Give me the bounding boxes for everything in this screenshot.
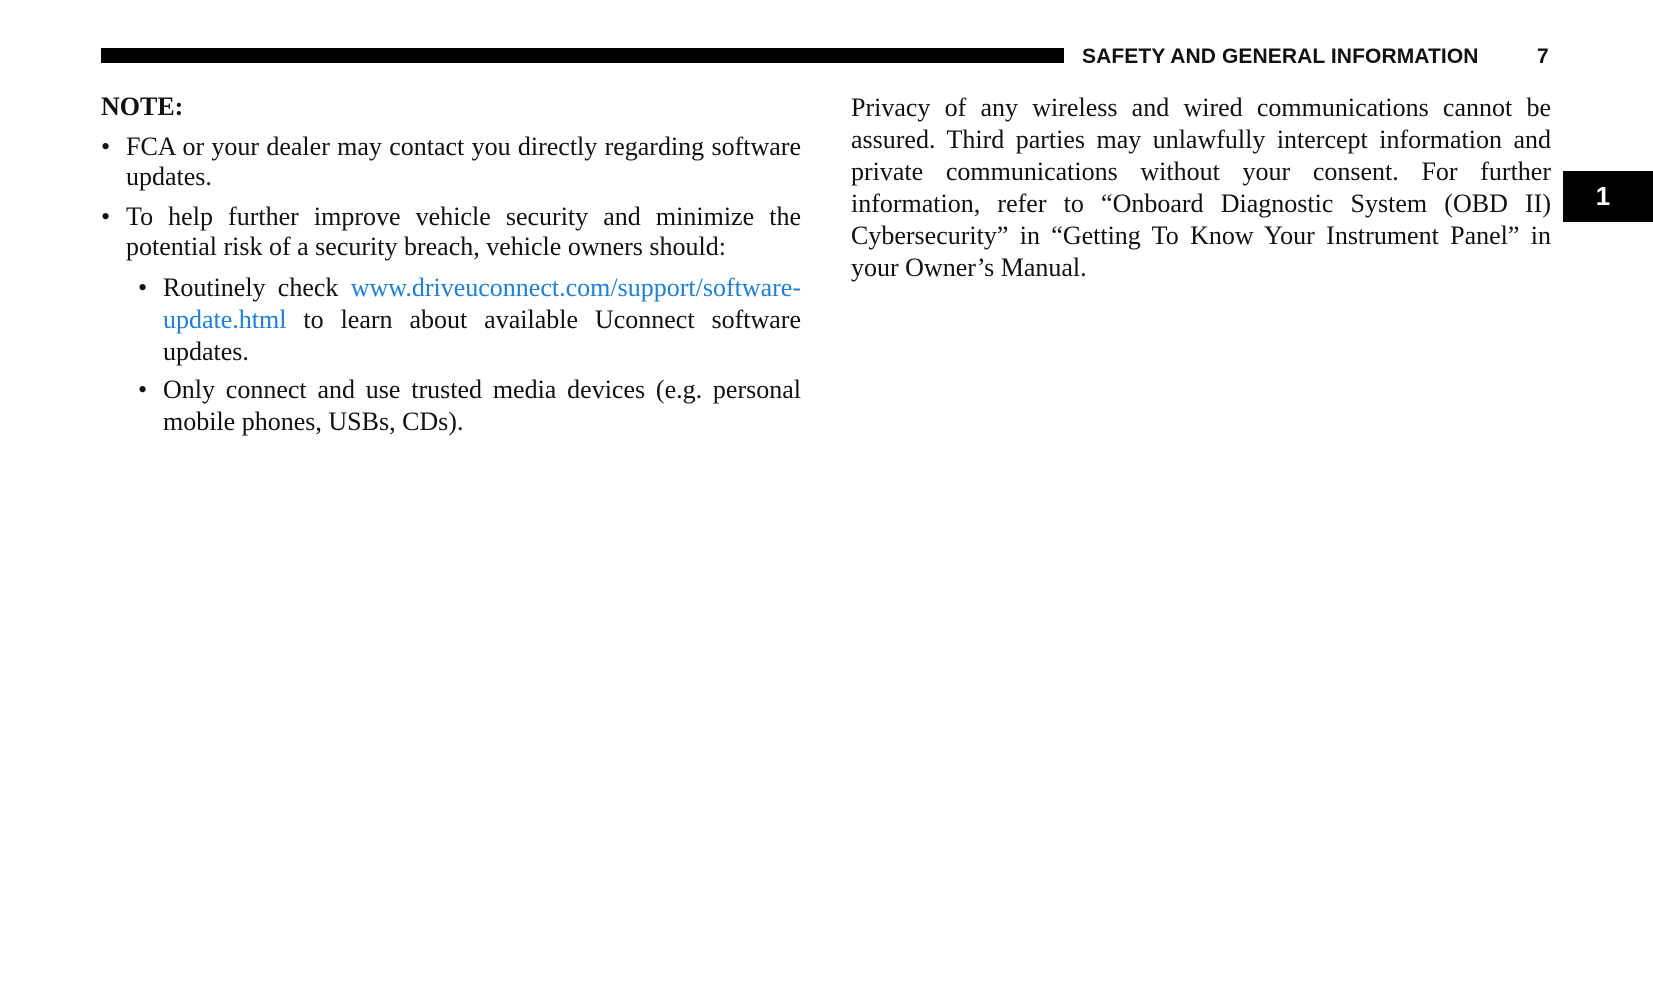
sub-list-item — [125, 272, 801, 368]
sub-list-item-suffix: to learn about available Uconnect software updates. — [163, 305, 801, 366]
list-item-text: To help further improve vehicle security and minimize the potential risk of a security breach, vehicle owners should: — [126, 202, 801, 261]
sub-bullet-list — [126, 272, 801, 438]
note-bullet-list — [101, 132, 801, 438]
sub-list-item-prefix: Routinely check — [163, 273, 351, 302]
right-column — [851, 92, 1551, 284]
sub-list-item: • Only connect and use trusted media devices (e.g. personal mobile phones, USBs, CDs). — [125, 374, 801, 438]
section-title: SAFETY AND GENERAL INFORMATION — [1082, 45, 1479, 68]
list-item — [101, 202, 801, 438]
list-item: • FCA or your dealer may contact you directly regarding software updates. — [101, 132, 801, 192]
page-number: 7 — [1537, 45, 1549, 68]
note-heading: NOTE: — [101, 92, 184, 121]
chapter-tab[interactable]: 1 — [1563, 171, 1653, 222]
header-rule — [101, 48, 1064, 63]
privacy-paragraph: Privacy of any wireless and wired communications cannot be assured. Third parties may unlawfully intercept information and private communications without your consent. For further information, refer to “Onboard Diagnostic System (OBD II) Cybersecurity” in “Getting To Know Your Instrument Panel” in your Owner’s Manual. — [851, 93, 1551, 282]
software-update-link[interactable]: www.driveuconnect.com/support/software-update.html — [163, 273, 801, 334]
left-column — [101, 92, 801, 448]
